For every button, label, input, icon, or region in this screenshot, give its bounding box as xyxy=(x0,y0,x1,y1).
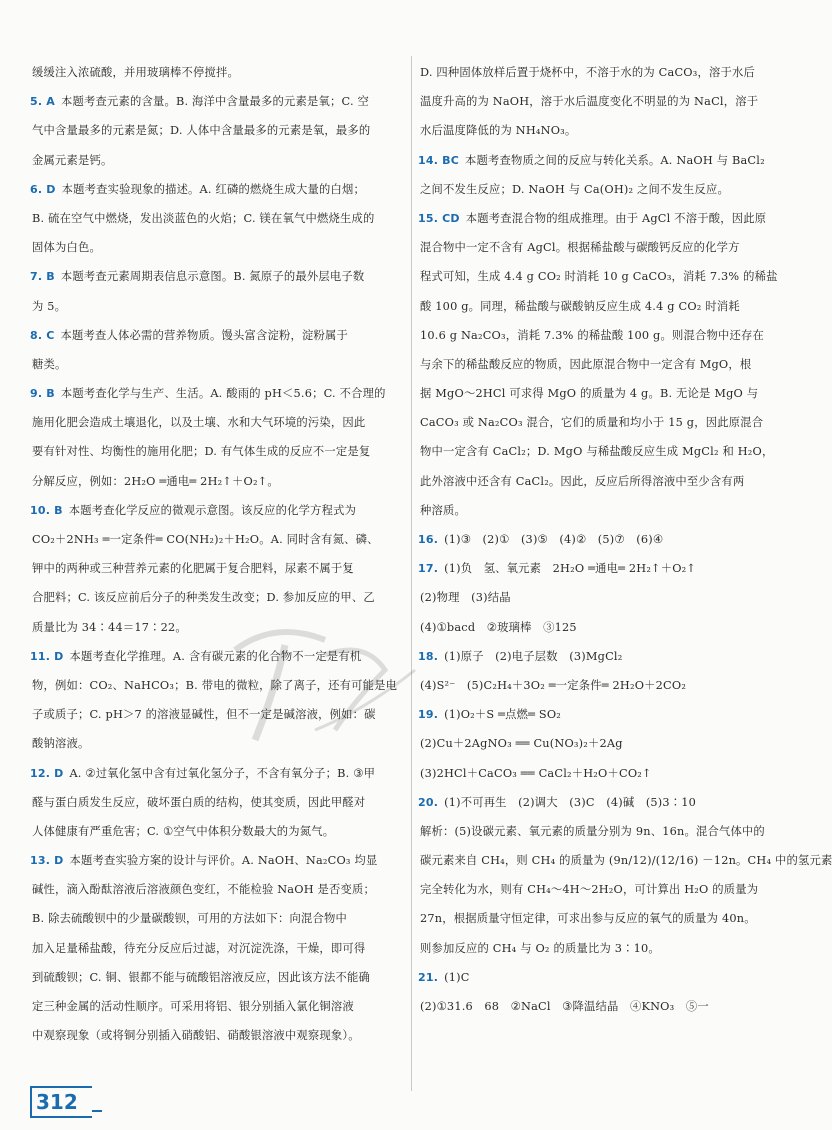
text-line xyxy=(418,817,783,846)
line-text: 混合物中一定不含有 AgCl。根据稀盐酸与碳酸钙反应的化学方 xyxy=(420,241,740,255)
line-text: 到硫酸钡；C. 铜、银都不能与硫酸铝溶液反应，因此该方法不能确 xyxy=(32,970,370,984)
text-line xyxy=(418,700,783,729)
text-line xyxy=(30,116,410,145)
text-line xyxy=(418,904,783,933)
text-line xyxy=(30,904,410,933)
line-text: 本题考查物质之间的反应与转化关系。A. NaOH 与 BaCl₂ xyxy=(464,153,765,167)
line-text: 钾中的两种或三种营养元素的化肥属于复合肥料，尿素不属于复 xyxy=(32,562,354,576)
question-number: 12. D xyxy=(30,766,64,780)
line-text: 本题考查化学推理。A. 含有碳元素的化合物不一定是有机 xyxy=(69,649,362,663)
line-text: 此外溶液中还含有 CaCl₂。因此，反应后所得溶液中至少含有两 xyxy=(420,474,745,488)
text-line xyxy=(30,875,410,904)
question-number: 9. B xyxy=(30,387,55,401)
line-text: 缓缓注入浓硫酸，并用玻璃棒不停搅拌。 xyxy=(32,66,239,79)
text-line xyxy=(30,525,410,554)
line-text: CO₂＋2NH₃ ═一定条件═ CO(NH₂)₂＋H₂O。A. 同时含有氮、磷、 xyxy=(32,533,379,546)
text-line xyxy=(418,350,783,379)
text-line xyxy=(30,934,410,963)
question-number: 8. C xyxy=(30,328,55,342)
line-text: (1)O₂＋S ═点燃═ SO₂ xyxy=(444,708,562,722)
line-text: 酸钠溶液。 xyxy=(32,737,90,751)
text-line xyxy=(418,379,783,408)
line-text: 碱性，滴入酚酞溶液后溶液颜色变红，不能检验 NaOH 是否变质； xyxy=(32,883,376,897)
text-line xyxy=(30,379,410,408)
text-line xyxy=(30,817,410,846)
question-number: 17. xyxy=(418,562,439,576)
line-text: 之间不发生反应；D. NaOH 与 Ca(OH)₂ 之间不发生反应。 xyxy=(420,182,730,196)
line-text: (4)①bacd ②玻璃棒 ③125 xyxy=(420,620,577,634)
line-text: 固体为白色。 xyxy=(32,241,101,255)
text-line xyxy=(30,233,410,262)
text-line xyxy=(30,321,410,350)
line-text: B. 除去硫酸钡中的少量碳酸钡，可用的方法如下：向混合物中 xyxy=(32,912,348,926)
text-line xyxy=(418,642,783,671)
line-text: 中观察现象（或将铜分别插入硝酸铝、硝酸银溶液中观察现象）。 xyxy=(32,1029,360,1043)
text-line xyxy=(30,642,410,671)
line-text: 糖类。 xyxy=(32,357,67,371)
line-text: 加入足量稀盐酸，待充分反应后过滤，对沉淀洗涤，干燥，即可得 xyxy=(32,941,366,955)
text-line xyxy=(418,963,783,992)
text-line xyxy=(30,554,410,583)
text-line xyxy=(30,729,410,758)
text-line xyxy=(30,292,410,321)
column-divider xyxy=(411,56,412,1091)
question-number: 21. xyxy=(418,970,439,984)
text-line xyxy=(30,759,410,788)
line-text: 据 MgO～2HCl 可求得 MgO 的质量为 4 g。B. 无论是 MgO 与 xyxy=(420,387,759,401)
left-column xyxy=(30,58,410,1050)
text-line xyxy=(30,700,410,729)
line-text: 27n，根据质量守恒定律，可求出参与反应的氧气的质量为 40n。 xyxy=(420,912,756,926)
page-number-box xyxy=(30,1086,92,1118)
line-text: B. 硫在空气中燃烧，发出淡蓝色的火焰；C. 镁在氧气中燃烧生成的 xyxy=(32,211,375,225)
line-text: CaCO₃ 或 Na₂CO₃ 混合，它们的质量和均小于 15 g，因此原混合 xyxy=(420,416,764,430)
question-number: 18. xyxy=(418,649,439,663)
line-text: (1)原子 (2)电子层数 (3)MgCl₂ xyxy=(444,649,623,663)
text-line xyxy=(418,729,783,758)
text-line xyxy=(418,671,783,700)
line-text: 温度升高的为 NaOH，溶于水后温度变化不明显的为 NaCl，溶于 xyxy=(420,95,759,109)
text-line xyxy=(30,87,410,116)
right-column xyxy=(418,58,832,1021)
line-text: (1)③ (2)① (3)⑤ (4)② (5)⑦ (6)④ xyxy=(444,533,664,546)
text-line xyxy=(418,116,783,145)
line-text: 本题考查元素周期表信息示意图。B. 氮原子的最外层电子数 xyxy=(60,270,365,284)
line-text: A. ②过氧化氢中含有过氧化氢分子，不含有氧分子；B. ③甲 xyxy=(69,766,376,780)
line-text: 要有针对性、均衡性的施用化肥；D. 有气体生成的反应不一定是复 xyxy=(32,445,371,459)
text-line xyxy=(30,467,410,496)
line-text: 施用化肥会造成土壤退化，以及土壤、水和大气环境的污染，因此 xyxy=(32,416,366,430)
line-text: 本题考查实验方案的设计与评价。A. NaOH、Na₂CO₃ 均显 xyxy=(69,854,378,868)
line-text: 本题考查化学反应的微观示意图。该反应的化学方程式为 xyxy=(68,503,357,517)
text-line xyxy=(418,175,783,204)
line-text: (2)①31.6 68 ②NaCl ③降温结晶 ④KNO₃ ⑤一 xyxy=(420,1000,709,1013)
text-line xyxy=(30,963,410,992)
line-text: 本题考查实验现象的描述。A. 红磷的燃烧生成大量的白烟； xyxy=(61,182,365,196)
line-text: (4)S²⁻ (5)C₂H₄＋3O₂ ═一定条件═ 2H₂O＋2CO₂ xyxy=(420,678,687,692)
text-line xyxy=(418,58,783,87)
line-text: 酸 100 g。同理，稀盐酸与碳酸钠反应生成 4.4 g CO₂ 时消耗 xyxy=(420,299,740,313)
question-number: 16. xyxy=(418,533,439,546)
line-text: 水后温度降低的为 NH₄NO₃。 xyxy=(420,124,577,138)
line-text: 物，例如：CO₂、NaHCO₃；B. 带电的微粒，除了离子，还有可能是电 xyxy=(32,678,398,692)
line-text: 本题考查化学与生产、生活。A. 酸雨的 pH＜5.6；C. 不合理的 xyxy=(60,387,386,401)
line-text: 完全转化为水，则有 CH₄～4H～2H₂O，可计算出 H₂O 的质量为 xyxy=(420,883,759,897)
line-text: 种溶质。 xyxy=(420,503,466,517)
question-number: 6. D xyxy=(30,182,56,196)
question-number: 11. D xyxy=(30,649,64,663)
line-text: (2)Cu＋2AgNO₃ ══ Cu(NO₃)₂＋2Ag xyxy=(420,737,623,751)
text-line xyxy=(418,437,783,466)
line-text: 程式可知，生成 4.4 g CO₂ 时消耗 10 g CaCO₃，消耗 7.3% 的稀盐 xyxy=(420,270,778,284)
text-line xyxy=(418,554,783,583)
line-text: 定三种金属的活动性顺序。可采用将铝、银分别插入氯化铜溶液 xyxy=(32,1000,354,1013)
text-line xyxy=(418,233,783,262)
question-number: 10. B xyxy=(30,503,63,517)
line-text: 为 5。 xyxy=(32,299,67,313)
question-number: 19. xyxy=(418,708,439,722)
text-line xyxy=(30,58,410,87)
text-line xyxy=(30,408,410,437)
text-line xyxy=(418,292,783,321)
text-line xyxy=(30,146,410,175)
question-number: 13. D xyxy=(30,854,64,868)
line-text: 碳元素来自 CH₄，则 CH₄ 的质量为 (9n/12)/(12/16) －12n。CH₄ 中的氢元素 xyxy=(420,854,832,868)
text-line xyxy=(418,583,783,612)
question-number: 20. xyxy=(418,795,439,809)
line-text: 质量比为 34∶44＝17∶22。 xyxy=(32,620,187,634)
text-line xyxy=(418,496,783,525)
text-line xyxy=(30,262,410,291)
line-text: 金属元素是钙。 xyxy=(32,153,113,167)
text-line xyxy=(418,788,783,817)
line-text: 与余下的稀盐酸反应的物质，因此原混合物中一定含有 MgO，根 xyxy=(420,357,752,371)
line-text: (2)物理 (3)结晶 xyxy=(420,591,511,605)
text-line xyxy=(418,992,783,1021)
text-line xyxy=(30,175,410,204)
text-line xyxy=(418,875,783,904)
text-line xyxy=(30,992,410,1021)
text-line xyxy=(418,321,783,350)
line-text: 醛与蛋白质发生反应，破坏蛋白质的结构，使其变质，因此甲醛对 xyxy=(32,795,366,809)
text-line xyxy=(30,613,410,642)
line-text: 10.6 g Na₂CO₃，消耗 7.3% 的稀盐酸 100 g。则混合物中还存在 xyxy=(420,328,764,342)
page-number-bar xyxy=(92,1110,102,1112)
text-line xyxy=(30,788,410,817)
text-line xyxy=(30,350,410,379)
question-number: 15. CD xyxy=(418,211,460,225)
line-text: (3)2HCl＋CaCO₃ ══ CaCl₂＋H₂O＋CO₂↑ xyxy=(420,766,652,780)
page-number: 312 xyxy=(36,1090,78,1114)
line-text: (1)负 氢、氧元素 2H₂O ═通电═ 2H₂↑＋O₂↑ xyxy=(444,562,697,576)
line-text: (1)C xyxy=(444,970,470,984)
text-line xyxy=(418,408,783,437)
line-text: 解析：(5)设碳元素、氧元素的质量分别为 9n、16n。混合气体中的 xyxy=(420,824,765,838)
text-line xyxy=(418,146,783,175)
line-text: 本题考查混合物的组成推理。由于 AgCl 不溶于酸，因此原 xyxy=(465,211,767,225)
text-line xyxy=(418,846,832,875)
text-line xyxy=(418,934,783,963)
text-line xyxy=(30,437,410,466)
text-line xyxy=(418,204,783,233)
text-line xyxy=(418,613,783,642)
text-line xyxy=(30,204,410,233)
line-text: 分解反应，例如：2H₂O ═通电═ 2H₂↑＋O₂↑。 xyxy=(32,474,279,488)
text-line xyxy=(30,496,410,525)
question-number: 14. BC xyxy=(418,153,459,167)
line-text: 则参加反应的 CH₄ 与 O₂ 的质量比为 3∶10。 xyxy=(420,941,660,955)
line-text: 人体健康有严重危害；C. ①空气中体积分数最大的为氮气。 xyxy=(32,824,335,838)
line-text: (1)不可再生 (2)调大 (3)C (4)碱 (5)3∶10 xyxy=(444,795,697,809)
line-text: 气中含量最多的元素是氮；D. 人体中含量最多的元素是氧，最多的 xyxy=(32,124,371,138)
line-text: 物中一定含有 CaCl₂；D. MgO 与稀盐酸反应生成 MgCl₂ 和 H₂O， xyxy=(420,445,774,459)
line-text: 合肥料；C. 该反应前后分子的种类发生改变；D. 参加反应的甲、乙 xyxy=(32,591,375,605)
text-line xyxy=(418,759,783,788)
line-text: 子或质子；C. pH＞7 的溶液显碱性，但不一定是碱溶液，例如：碳 xyxy=(32,708,376,722)
question-number: 7. B xyxy=(30,270,55,284)
text-line xyxy=(30,846,410,875)
line-text: 本题考查人体必需的营养物质。馒头富含淀粉，淀粉属于 xyxy=(60,328,348,342)
question-number: 5. A xyxy=(30,95,55,109)
text-line xyxy=(418,262,783,291)
text-line xyxy=(30,671,410,700)
text-line xyxy=(418,467,783,496)
text-line xyxy=(30,583,410,612)
line-text: 本题考查元素的含量。B. 海洋中含量最多的元素是氧；C. 空 xyxy=(60,95,370,109)
text-line xyxy=(418,525,783,554)
text-line xyxy=(30,1021,410,1050)
line-text: D. 四种固体放样后置于烧杯中，不溶于水的为 CaCO₃，溶于水后 xyxy=(420,66,755,79)
text-line xyxy=(418,87,783,116)
